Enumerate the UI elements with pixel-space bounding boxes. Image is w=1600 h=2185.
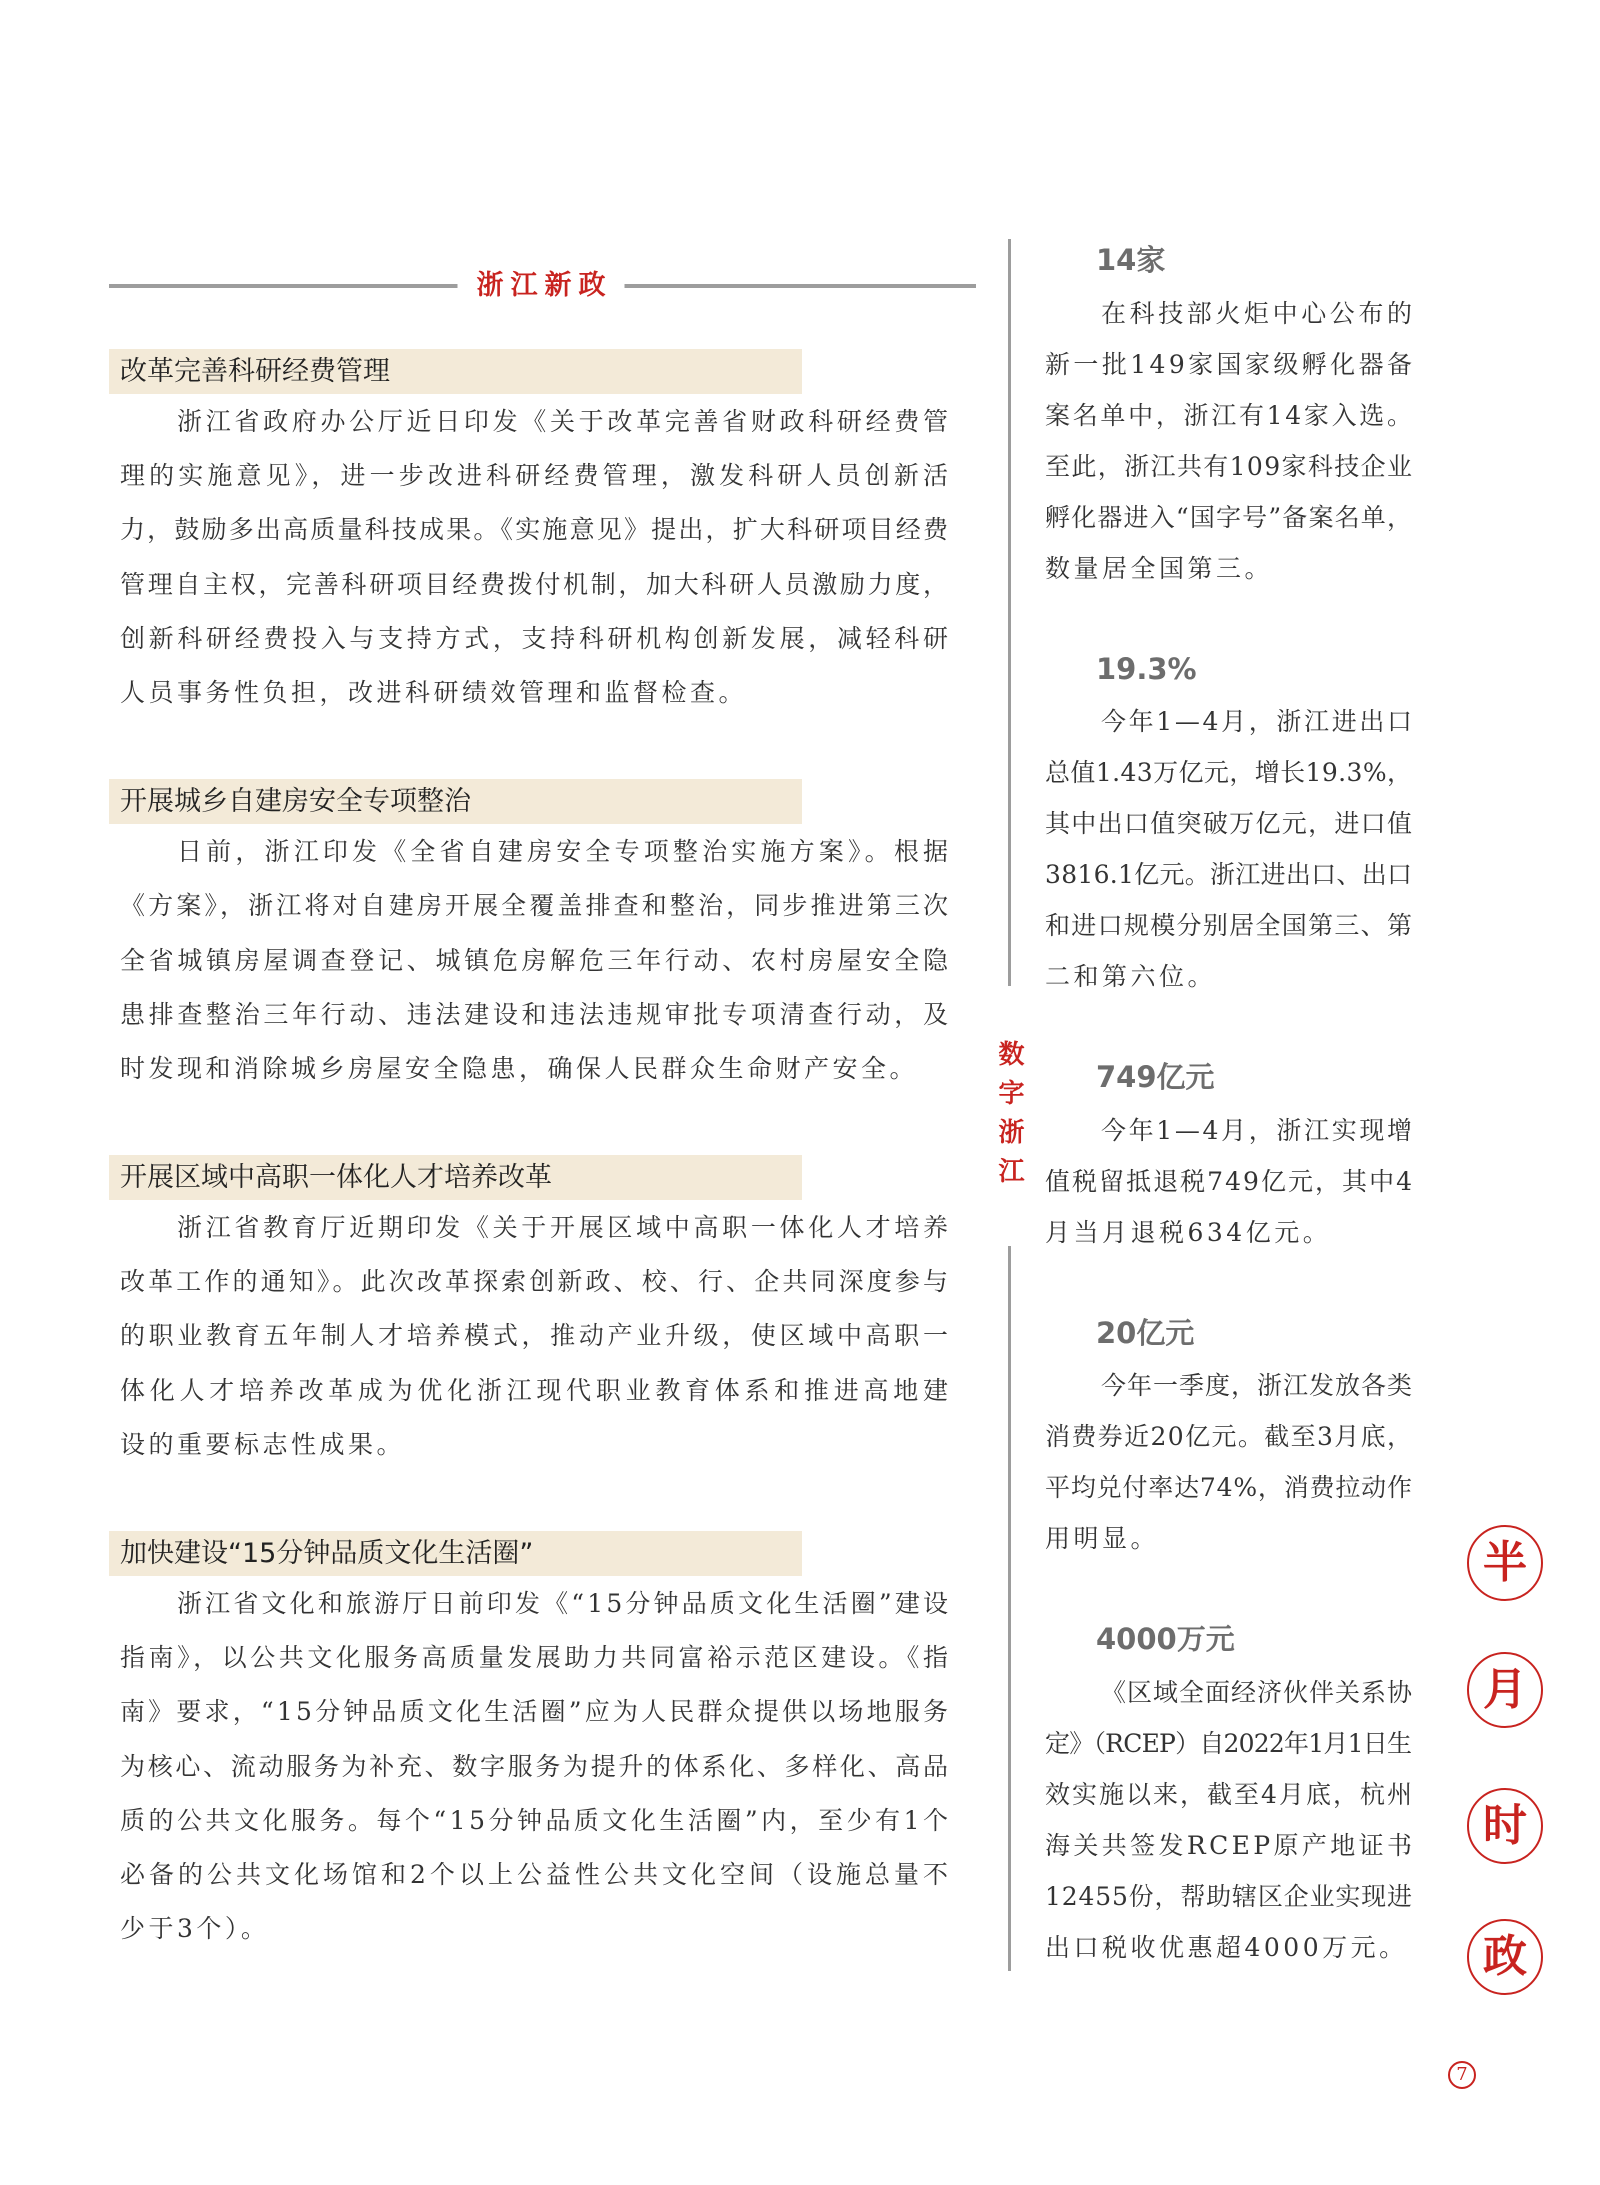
- text-line: 案名单中，浙江有14家入选。: [1045, 400, 1415, 430]
- text-line: 创新科研经费投入与支持方式，支持科研机构创新发展，减轻科研: [120, 623, 952, 653]
- text-line: 12455份，帮助辖区企业实现进: [1045, 1881, 1413, 1911]
- text-line: 其中出口值突破万亿元，进口值: [1045, 809, 1414, 838]
- highlight-figure: 4000万元: [1096, 1622, 1235, 1656]
- text-line: 浙江省政府办公厅近日印发《关于改革完善省财政科研经费管: [177, 407, 952, 436]
- text-line: 平均兑付率达74%，消费拉动作: [1045, 1473, 1413, 1502]
- data-highlight: [1045, 240, 1416, 594]
- text-line: 时发现和消除城乡房屋安全隐患，确保人民群众生命财产安全。: [120, 1053, 919, 1083]
- text-line: 人员事务性负担，改进科研绩效管理和监督检查。: [120, 677, 748, 707]
- highlight-body: [1045, 1360, 1412, 1564]
- text-line: 今年1—4月，浙江实现增: [1101, 1115, 1415, 1145]
- column-divider-top: [1008, 239, 1011, 986]
- text-line: 效实施以来，截至4月底，杭州: [1045, 1779, 1414, 1809]
- text-line: 为核心、流动服务为补充、数字服务为提升的体系化、多样化、高品: [120, 1751, 951, 1781]
- column-logo-seal: 半: [1467, 1525, 1543, 1601]
- news-article: [109, 349, 976, 720]
- text-line: 今年1—4月，浙江进出口: [1101, 707, 1415, 736]
- text-line: 南》要求，“15分钟品质文化生活圈”应为人民群众提供以场地服务: [120, 1697, 952, 1727]
- text-line: 改革工作的通知》。此次改革探索创新政、校、行、企共同深度参与: [120, 1267, 952, 1297]
- text-line: 值税留抵退税749亿元，其中4: [1045, 1166, 1415, 1196]
- text-line: 二和第六位。: [1045, 962, 1217, 991]
- text-line: 至此，浙江共有109家科技企业: [1045, 451, 1414, 481]
- page-number: 7: [1448, 2061, 1476, 2089]
- data-highlight: [1045, 1057, 1415, 1258]
- text-line: 定》（RCEP）自2022年1月1日生: [1045, 1728, 1412, 1758]
- highlight-figure: 19.3%: [1096, 651, 1197, 686]
- right-column: [1045, 240, 1416, 2028]
- text-line: 必备的公共文化场馆和2个以上公益性公共文化空间（设施总量不: [120, 1859, 952, 1889]
- article-heading: 改革完善科研经费管理: [109, 349, 802, 394]
- text-line: 消费券近20亿元。截至3月底，: [1045, 1422, 1414, 1451]
- article-heading: 开展城乡自建房安全专项整治: [109, 779, 802, 824]
- data-highlight: [1045, 1313, 1412, 1565]
- text-line: 出口税收优惠超4000万元。: [1045, 1932, 1408, 1962]
- article-heading: 加快建设“15分钟品质文化生活圈”: [109, 1531, 802, 1576]
- text-line: 用明显。: [1045, 1524, 1160, 1553]
- text-line: 数量居全国第三。: [1045, 553, 1274, 583]
- data-highlight: [1045, 649, 1415, 1003]
- highlight-figure: 14家: [1096, 243, 1166, 277]
- side-section-label: 数字浙江: [994, 1040, 1024, 1196]
- highlight-figure: 749亿元: [1096, 1060, 1215, 1094]
- text-line: 指南》，以公共文化服务高质量发展助力共同富裕示范区建设。《指: [120, 1643, 952, 1673]
- text-line: 患排查整治三年行动、违法建设和违法违规审批专项清查行动，及: [120, 999, 952, 1029]
- news-article: [109, 779, 976, 1096]
- text-line: 3816.1亿元。浙江进出口、出口: [1045, 860, 1413, 889]
- highlight-figure: 20亿元: [1096, 1315, 1195, 1350]
- text-line: 总值1.43万亿元，增长19.3%，: [1045, 758, 1413, 787]
- text-line: 体化人才培养改革成为优化浙江现代职业教育体系和推进高地建: [120, 1375, 953, 1405]
- text-line: 设的重要标志性成果。: [120, 1429, 406, 1459]
- text-line: 在科技部火炬中心公布的: [1101, 298, 1416, 328]
- text-line: 新一批149家国家级孵化器备: [1045, 349, 1416, 379]
- text-line: 浙江省教育厅近期印发《关于开展区域中高职一体化人才培养: [177, 1213, 952, 1243]
- text-line: 和进口规模分别居全国第三、第: [1045, 911, 1414, 940]
- highlight-body: [1045, 696, 1415, 1002]
- text-line: 管理自主权，完善科研项目经费拨付机制，加大科研人员激励力度，: [120, 569, 951, 599]
- data-highlight: [1045, 1619, 1416, 1973]
- article-body: [120, 1577, 952, 1956]
- article-heading: 开展区域中高职一体化人才培养改革: [109, 1155, 802, 1200]
- column-logo-seal: 时: [1467, 1788, 1543, 1864]
- text-line: 全省城镇房屋调查登记、城镇危房解危三年行动、农村房屋安全隐: [120, 945, 952, 975]
- text-line: 月当月退税634亿元。: [1045, 1217, 1332, 1247]
- article-body: [120, 395, 953, 720]
- text-line: 《方案》，浙江将对自建房开展全覆盖排查和整治，同步推进第三次: [120, 891, 952, 921]
- text-line: 孵化器进入“国字号”备案名单，: [1045, 502, 1414, 532]
- highlight-body: [1045, 288, 1416, 594]
- article-body: [120, 1201, 953, 1472]
- text-line: 《区域全面经济伙伴关系协: [1101, 1677, 1413, 1707]
- text-line: 今年一季度，浙江发放各类: [1101, 1371, 1413, 1400]
- column-divider-bottom: [1008, 1246, 1011, 1971]
- column-logo-seal: 政: [1467, 1919, 1543, 1995]
- text-line: 理的实施意见》，进一步改进科研经费管理，激发科研人员创新活: [120, 461, 953, 491]
- text-line: 的职业教育五年制人才培养模式，推动产业升级，使区域中高职一: [120, 1321, 952, 1351]
- text-line: 海关共签发RCEP原产地证书: [1045, 1830, 1416, 1860]
- news-article: [109, 1155, 976, 1472]
- highlight-body: [1045, 1667, 1416, 1973]
- article-body: [120, 825, 953, 1096]
- text-line: 质的公共文化服务。每个“15分钟品质文化生活圈”内，至少有1个: [120, 1805, 952, 1835]
- left-column: [109, 349, 976, 2015]
- text-line: 日前，浙江印发《全省自建房安全专项整治实施方案》。根据: [177, 837, 953, 867]
- text-line: 浙江省文化和旅游厅日前印发《“15分钟品质文化生活圈”建设: [177, 1589, 952, 1618]
- section-header-title: 浙江新政: [458, 266, 625, 306]
- text-line: 力，鼓励多出高质量科技成果。《实施意见》提出，扩大科研项目经费: [120, 515, 951, 545]
- column-logo-seal: 月: [1467, 1652, 1543, 1728]
- text-line: 少于3个）。: [120, 1914, 270, 1944]
- news-article: [109, 1531, 976, 1956]
- highlight-body: [1045, 1105, 1415, 1258]
